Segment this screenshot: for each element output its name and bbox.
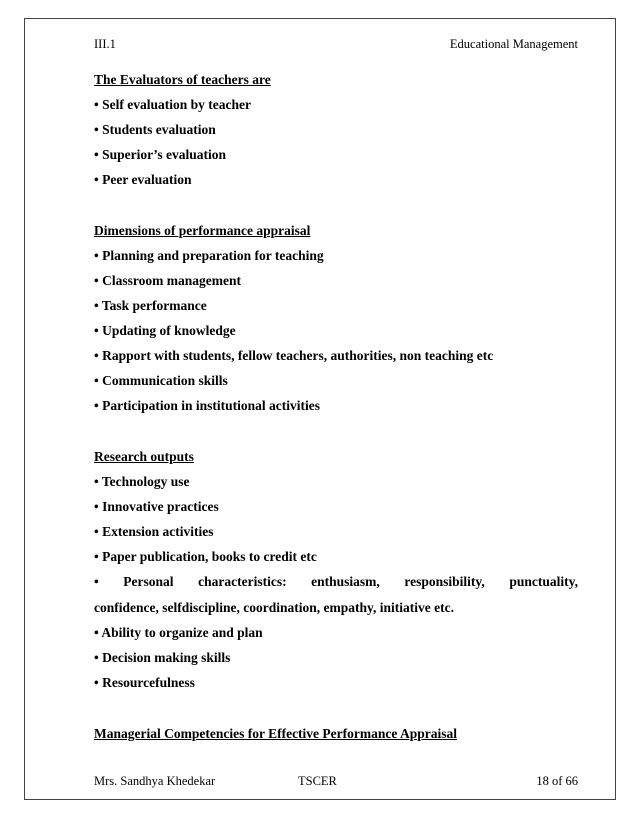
header-title: Educational Management — [449, 37, 578, 51]
list-item: • Superior’s evaluation — [94, 147, 226, 162]
list-item: • Peer evaluation — [94, 172, 192, 187]
list-item: • Ability to organize and plan — [94, 625, 263, 640]
word: characteristics: — [198, 574, 287, 589]
word: • — [94, 574, 99, 589]
list-item: • Students evaluation — [94, 122, 216, 137]
header-section-number: III.1 — [94, 37, 116, 51]
section-heading-evaluators: The Evaluators of teachers are — [94, 72, 271, 87]
list-item: • Planning and preparation for teaching — [94, 248, 324, 263]
word: responsibility, — [404, 574, 485, 589]
list-item: • Technology use — [94, 474, 190, 489]
section-heading-research: Research outputs — [94, 449, 194, 464]
list-item-continuation: confidence, selfdiscipline, coordination, empathy, initiative etc. — [94, 600, 454, 615]
list-item: • Decision making skills — [94, 650, 231, 665]
footer-institution: TSCER — [298, 774, 337, 788]
word: enthusiasm, — [311, 574, 380, 589]
footer-author: Mrs. Sandhya Khedekar — [94, 774, 216, 788]
word: punctuality, — [509, 574, 578, 589]
section-heading-dimensions: Dimensions of performance appraisal — [94, 223, 311, 238]
list-item: • Communication skills — [94, 373, 228, 388]
section-heading-managerial: Managerial Competencies for Effective Performance Appraisal — [94, 726, 458, 741]
list-item: • Participation in institutional activities — [94, 398, 320, 413]
list-item: • Self evaluation by teacher — [94, 97, 251, 112]
list-item-personal-characteristics — [94, 574, 578, 590]
list-item: • Paper publication, books to credit etc — [94, 549, 317, 564]
list-item: • Task performance — [94, 298, 207, 313]
list-item: • Resourcefulness — [94, 675, 195, 690]
list-item: • Updating of knowledge — [94, 323, 236, 338]
list-item: • Innovative practices — [94, 499, 219, 514]
list-item: • Classroom management — [94, 273, 241, 288]
word: Personal — [123, 574, 174, 589]
footer-page-number: 18 of 66 — [536, 774, 578, 788]
list-item: • Rapport with students, fellow teachers, authorities, non teaching etc — [94, 348, 494, 363]
list-item: • Extension activities — [94, 524, 214, 539]
